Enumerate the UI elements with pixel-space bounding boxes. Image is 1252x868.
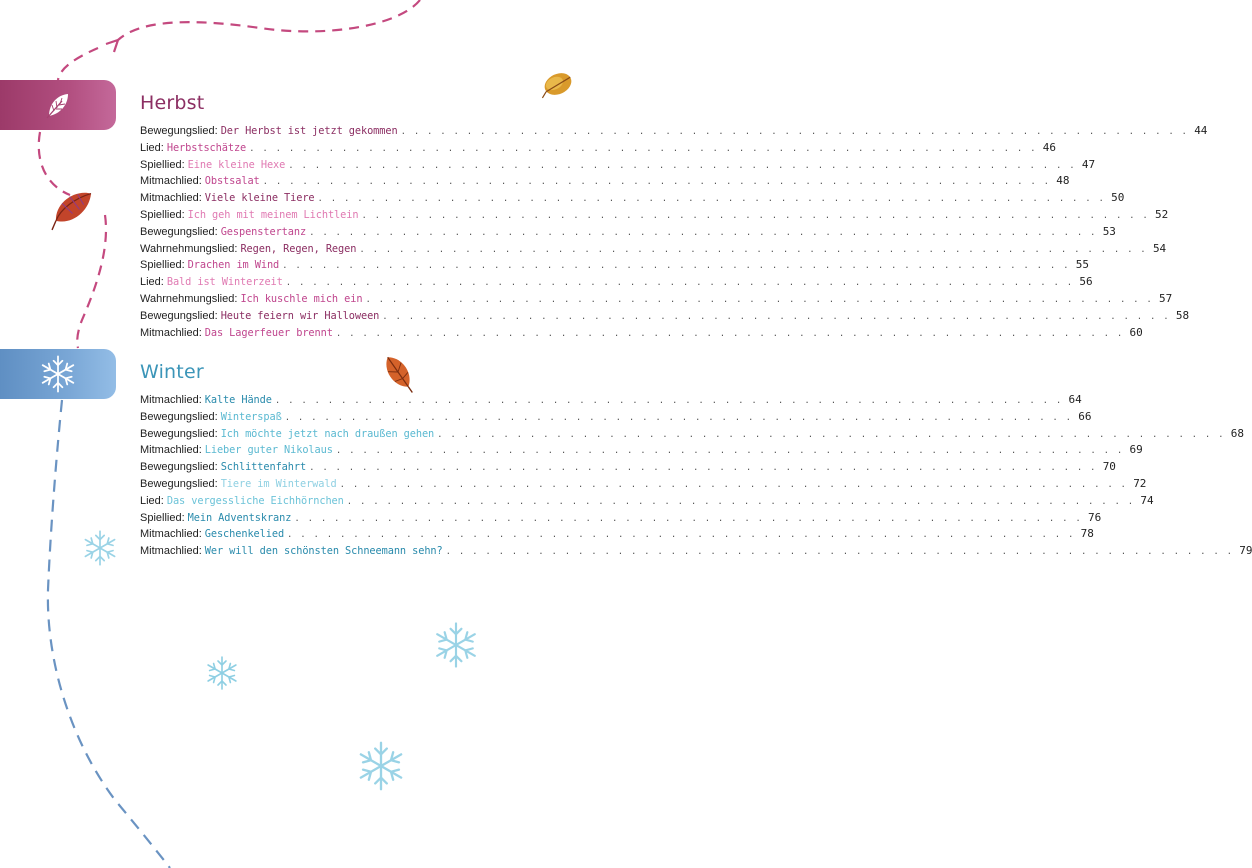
page-number: 50 <box>1111 191 1125 205</box>
entry-separator: : <box>181 511 185 524</box>
entry-title: Bald ist Winterzeit <box>166 276 283 289</box>
snowflake-icon <box>208 657 236 689</box>
entry-type: Spiellied <box>140 511 182 524</box>
page-number: 55 <box>1075 258 1090 272</box>
entry-separator: : <box>160 276 164 289</box>
entry-title: Wer will den schönsten Schneemann sehn? <box>204 545 443 558</box>
entry-separator: : <box>160 141 164 154</box>
entry-type: Wahrnehmungslied <box>140 292 235 305</box>
entry-separator: : <box>198 528 202 541</box>
toc-entry[interactable] <box>140 308 1190 325</box>
entry-title: Der Herbst ist jetzt gekommen <box>220 125 398 137</box>
entry-type: Bewegungslied <box>140 125 215 137</box>
dot-leader: . . . . . . . . . . . . . . . . . . . . . . . . . . . . . . . . . . . . . . . . . . . . . . . . . . . . . . . . . . . . <box>346 496 1135 507</box>
entry-separator: : <box>198 175 202 188</box>
dot-leader: . . . . . . . . . . . . . . . . . . . . . . . . . . . . . . . . . . . . . . . . . . . . . . . . . . . . . . . . . . . . <box>339 479 1128 490</box>
entry-type: Bewegungslied <box>140 410 215 423</box>
dot-leader: . . . . . . . . . . . . . . . . . . . . . . . . . . . . . . . . . . . . . . . . . . . . . . . . . . . . . . . . . . . . <box>437 429 1225 440</box>
entry-title: Geschenkelied <box>204 528 285 541</box>
dot-leader: . . . . . . . . . . . . . . . . . . . . . . . . . . . . . . . . . . . . . . . . . . . . . . . . . . . . . . . . . . . . <box>335 328 1124 339</box>
toc-entry[interactable] <box>140 510 1102 527</box>
leaf-icon <box>42 187 98 231</box>
dot-leader: . . . . . . . . . . . . . . . . . . . . . . . . . . . . . . . . . . . . . . . . . . . . . . . . . . . . . . . . . . . . <box>359 244 1147 255</box>
entry-type: Bewegungslied <box>140 477 215 490</box>
toc-entry[interactable] <box>140 274 1093 291</box>
entry-separator: : <box>214 427 218 440</box>
entry-type: Mitmachlied <box>140 528 199 541</box>
toc-entry[interactable] <box>140 526 1094 543</box>
herbst-tab <box>0 80 116 130</box>
entry-separator: : <box>214 461 218 474</box>
entry-separator: : <box>214 477 218 490</box>
dot-leader: . . . . . . . . . . . . . . . . . . . . . . . . . . . . . . . . . . . . . . . . . . . . . . . . . . . . . . . . . . . . <box>400 127 1189 137</box>
dot-leader: . . . . . . . . . . . . . . . . . . . . . . . . . . . . . . . . . . . . . . . . . . . . . . . . . . . . . . . . . . . . <box>287 530 1075 541</box>
page-number: 72 <box>1133 476 1147 490</box>
toc-entry[interactable] <box>140 409 1092 426</box>
entry-separator: : <box>234 292 238 305</box>
entry-separator: : <box>160 494 164 507</box>
dot-leader: . . . . . . . . . . . . . . . . . . . . . . . . . . . . . . . . . . . . . . . . . . . . . . . . . . . . . . . . . . . . <box>365 294 1154 305</box>
entry-title: Drachen im Wind <box>187 259 280 272</box>
entry-title: Das vergessliche Eichhörnchen <box>166 494 344 507</box>
entry-title: Tiere im Winterwald <box>220 477 337 490</box>
dot-leader: . . . . . . . . . . . . . . . . . . . . . . . . . . . . . . . . . . . . . . . . . . . . . . . . . . . . . . . . . . . . <box>249 143 1037 154</box>
page-number: 76 <box>1087 510 1102 524</box>
dot-leader: . . . . . . . . . . . . . . . . . . . . . . . . . . . . . . . . . . . . . . . . . . . . . . . . . . . . . . . . . . . . <box>361 210 1150 221</box>
entry-type: Mitmachlied <box>140 192 199 205</box>
entry-title: Das Lagerfeuer brennt <box>204 326 333 339</box>
page-number: 58 <box>1175 308 1190 322</box>
entry-separator: : <box>198 192 202 205</box>
entry-type: Mitmachlied <box>140 545 199 558</box>
toc-entry[interactable] <box>140 291 1173 308</box>
entry-type: Bewegungslied <box>140 309 215 322</box>
page-number: 56 <box>1079 275 1093 289</box>
page-number: 70 <box>1102 460 1116 474</box>
dot-leader: . . . . . . . . . . . . . . . . . . . . . . . . . . . . . . . . . . . . . . . . . . . . . . . . . . . . . . . . . . . . <box>294 513 1082 524</box>
entry-separator: : <box>214 125 218 137</box>
page-number: 74 <box>1140 493 1154 507</box>
toc-entry[interactable] <box>140 442 1143 459</box>
page-number: 64 <box>1068 393 1082 406</box>
toc-entry[interactable] <box>140 543 1252 560</box>
dashed-path-down <box>77 215 106 348</box>
dashed-path-top <box>118 0 420 40</box>
page-number: 54 <box>1152 241 1167 255</box>
page-number: 46 <box>1042 140 1057 154</box>
dot-leader: . . . . . . . . . . . . . . . . . . . . . . . . . . . . . . . . . . . . . . . . . . . . . . . . . . . . . . . . . . . . <box>262 177 1051 188</box>
entry-title: Herbstschätze <box>166 141 247 154</box>
dot-leader: . . . . . . . . . . . . . . . . . . . . . . . . . . . . . . . . . . . . . . . . . . . . . . . . . . . . . . . . . . . . <box>282 261 1070 272</box>
entry-title: Winterspaß <box>220 410 282 423</box>
entry-separator: : <box>214 410 218 423</box>
toc-entry[interactable] <box>140 476 1147 493</box>
toc-entry[interactable] <box>140 224 1116 241</box>
snowflake-icon <box>437 623 475 666</box>
leaf-icon <box>380 352 419 398</box>
dot-leader: . . . . . . . . . . . . . . . . . . . . . . . . . . . . . . . . . . . . . . . . . . . . . . . . . . . . . . . . . . . . <box>309 463 1097 474</box>
entry-title: Gespenstertanz <box>220 225 307 238</box>
dashed-path-arrow <box>106 40 118 52</box>
entry-type: Mitmachlied <box>140 394 199 406</box>
page-number: 68 <box>1230 426 1245 440</box>
snowflake-icon <box>85 531 114 565</box>
entry-title: Regen, Regen, Regen <box>240 242 357 255</box>
page-number: 79 <box>1239 544 1252 558</box>
toc-entry[interactable] <box>140 257 1090 274</box>
entry-type: Lied <box>140 276 161 289</box>
snowflake-icon <box>38 354 78 394</box>
entry-type: Bewegungslied <box>140 427 215 440</box>
entry-type: Bewegungslied <box>140 461 215 474</box>
entry-type: Lied <box>140 141 161 154</box>
entry-type: Spiellied <box>140 208 182 221</box>
page-number: 48 <box>1056 174 1070 188</box>
entry-title: Mein Adventskranz <box>187 511 292 524</box>
toc-entry[interactable] <box>140 140 1057 157</box>
dot-leader: . . . . . . . . . . . . . . . . . . . . . . . . . . . . . . . . . . . . . . . . . . . . . . . . . . . . . . . . . . . . <box>382 311 1170 322</box>
toc-entry[interactable] <box>140 459 1116 476</box>
entry-separator: : <box>214 225 218 238</box>
entry-type: Wahrnehmungslied <box>140 242 235 255</box>
dot-leader: . . . . . . . . . . . . . . . . . . . . . . . . . . . . . . . . . . . . . . . . . . . . . . . . . . . . . . . . . . . . <box>285 278 1074 289</box>
toc-entry[interactable] <box>140 157 1096 174</box>
dashed-path-left <box>39 132 70 195</box>
entry-title: Viele kleine Tiere <box>204 192 315 205</box>
page-number: 78 <box>1080 527 1094 541</box>
entry-title: Kalte Hände <box>204 394 272 406</box>
entry-separator: : <box>214 309 218 322</box>
entry-title: Obstsalat <box>204 175 260 188</box>
section-title-herbst: Herbst <box>140 92 205 114</box>
winter-tab <box>0 349 116 399</box>
leaf-icon <box>536 69 575 101</box>
entry-separator: : <box>181 158 185 171</box>
toc-entry[interactable] <box>140 392 1082 409</box>
dot-leader: . . . . . . . . . . . . . . . . . . . . . . . . . . . . . . . . . . . . . . . . . . . . . . . . . . . . . . . . . . . . <box>317 194 1106 205</box>
dashed-path-mid <box>58 48 98 80</box>
dot-leader: . . . . . . . . . . . . . . . . . . . . . . . . . . . . . . . . . . . . . . . . . . . . . . . . . . . . . . . . . . . . <box>274 396 1063 406</box>
page-number: 44 <box>1194 124 1208 137</box>
page-number: 60 <box>1129 325 1143 339</box>
entry-title: Schlittenfahrt <box>220 461 307 474</box>
section-title-winter: Winter <box>140 361 204 383</box>
toc-entry[interactable] <box>140 426 1245 443</box>
toc-list-winter <box>140 392 1252 560</box>
entry-separator: : <box>198 326 202 339</box>
entry-title: Ich kuschle mich ein <box>240 292 363 305</box>
entry-type: Bewegungslied <box>140 225 215 238</box>
toc-entry[interactable] <box>140 173 1070 190</box>
entry-title: Lieber guter Nikolaus <box>204 444 333 457</box>
entry-type: Mitmachlied <box>140 444 199 457</box>
entry-separator: : <box>198 394 202 406</box>
leaf-icon <box>43 90 73 120</box>
page-number: 69 <box>1129 443 1143 457</box>
toc-entry[interactable] <box>140 190 1125 207</box>
dot-leader: . . . . . . . . . . . . . . . . . . . . . . . . . . . . . . . . . . . . . . . . . . . . . . . . . . . . . . . . . . . . <box>284 412 1073 423</box>
entry-separator: : <box>198 545 202 558</box>
entry-type: Mitmachlied <box>140 326 199 339</box>
page-number: 53 <box>1102 224 1116 238</box>
toc-entry[interactable] <box>140 493 1154 510</box>
page-number: 47 <box>1081 157 1096 171</box>
toc-entry[interactable] <box>140 123 1208 140</box>
entry-separator: : <box>234 242 238 255</box>
dot-leader: . . . . . . . . . . . . . . . . . . . . . . . . . . . . . . . . . . . . . . . . . . . . . . . . . . . . . . . . . . . . <box>445 547 1234 558</box>
entry-title: Heute feiern wir Halloween <box>220 309 380 322</box>
snowflake-icon <box>361 743 401 789</box>
dot-leader: . . . . . . . . . . . . . . . . . . . . . . . . . . . . . . . . . . . . . . . . . . . . . . . . . . . . . . . . . . . . <box>288 160 1076 171</box>
entry-title: Ich geh mit meinem Lichtlein <box>187 208 359 221</box>
entry-type: Spiellied <box>140 259 182 272</box>
page-number: 66 <box>1078 409 1092 423</box>
entry-title: Ich möchte jetzt nach draußen gehen <box>220 427 435 440</box>
entry-type: Spiellied <box>140 158 182 171</box>
toc-entry[interactable] <box>140 207 1169 224</box>
toc-entry[interactable] <box>140 325 1143 342</box>
toc-list-herbst <box>140 123 1208 341</box>
entry-separator: : <box>181 208 185 221</box>
entry-type: Mitmachlied <box>140 175 199 188</box>
page-number: 57 <box>1159 291 1173 305</box>
entry-separator: : <box>198 444 202 457</box>
dot-leader: . . . . . . . . . . . . . . . . . . . . . . . . . . . . . . . . . . . . . . . . . . . . . . . . . . . . . . . . . . . . <box>335 446 1124 457</box>
entry-title: Eine kleine Hexe <box>187 158 286 171</box>
entry-type: Lied <box>140 494 161 507</box>
toc-entry[interactable] <box>140 241 1167 258</box>
dot-leader: . . . . . . . . . . . . . . . . . . . . . . . . . . . . . . . . . . . . . . . . . . . . . . . . . . . . . . . . . . . . <box>309 227 1097 238</box>
entry-separator: : <box>181 259 185 272</box>
page-number: 52 <box>1155 207 1169 221</box>
